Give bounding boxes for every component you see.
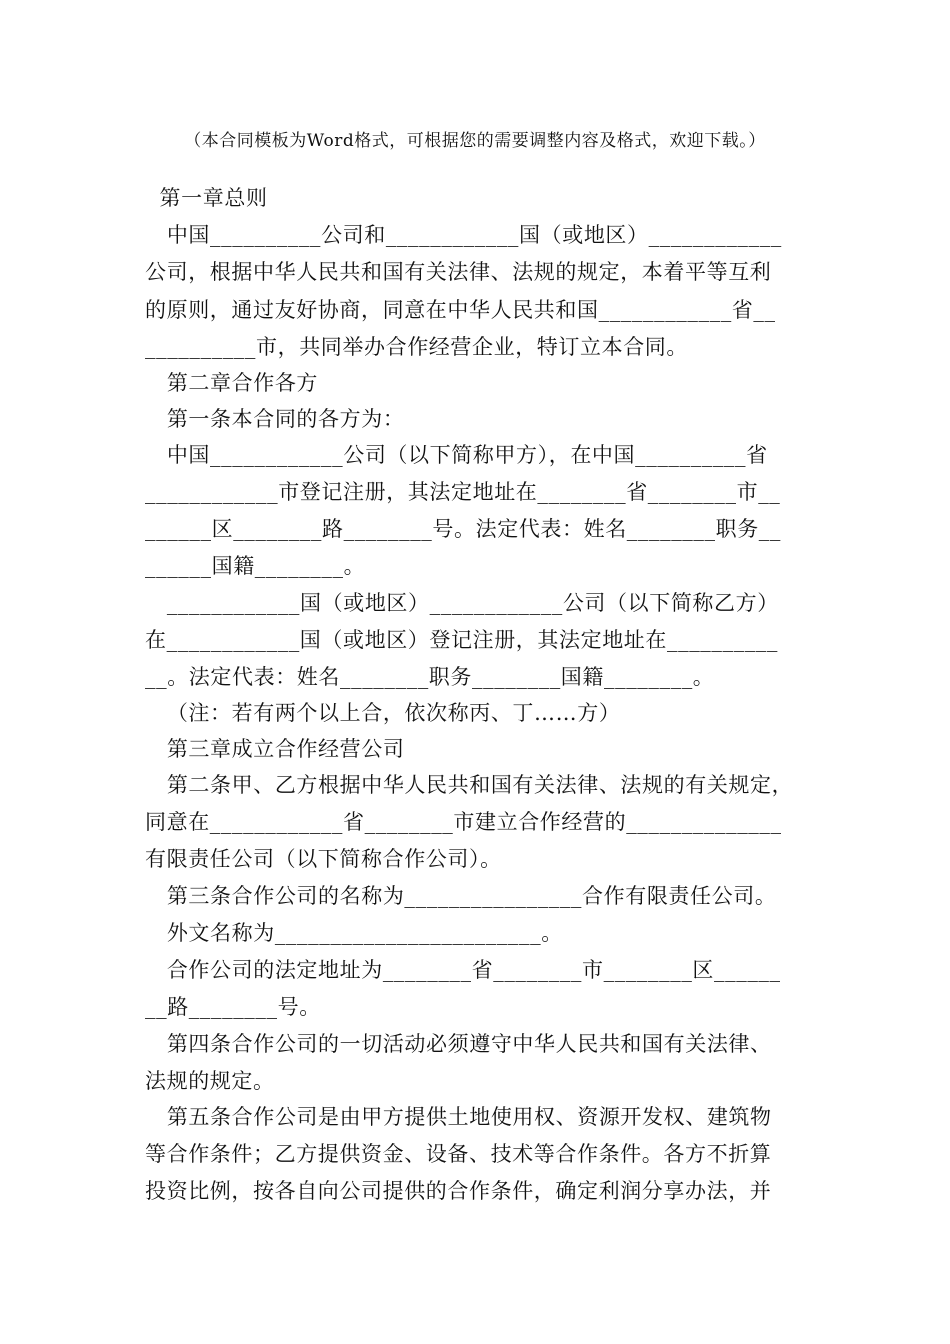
paragraph-line: 中国____________公司（以下简称甲方），在中国__________省	[145, 443, 768, 467]
paragraph-line: 在____________国（或地区）登记注册，其法定地址在__________	[145, 628, 778, 652]
paragraph-line: ____________国（或地区）____________公司（以下简称乙方）	[145, 591, 779, 615]
paragraph-line: 公司，根据中华人民共和国有关法律、法规的规定，本着平等互利	[145, 260, 772, 284]
paragraph-line: 的原则，通过友好协商，同意在中华人民共和国____________省__	[145, 298, 776, 322]
paragraph-line: 外文名称为________________________。	[145, 921, 563, 945]
paragraph-line: 合作公司的法定地址为________省________市________区______	[145, 958, 781, 982]
paragraph-line: 中国__________公司和____________国（或地区）____________	[145, 223, 782, 247]
chapter-heading: 第一章总则	[145, 186, 268, 210]
paragraph-line: 第三条合作公司的名称为________________合作有限责任公司。	[145, 884, 777, 908]
paragraph-line: 第五条合作公司是由甲方提供土地使用权、资源开发权、建筑物	[145, 1105, 772, 1129]
paragraph-line: __路________号。	[145, 995, 321, 1019]
paragraph-line: 等合作条件；乙方提供资金、设备、技术等合作条件。各方不折算	[145, 1142, 772, 1166]
paragraph-line: 投资比例，按各自向公司提供的合作条件，确定利润分享办法，并	[145, 1179, 772, 1203]
paragraph-line: ______区________路________号。法定代表：姓名________职务__	[145, 517, 781, 541]
paragraph-line: 有限责任公司（以下简称合作公司）。	[145, 847, 502, 871]
paragraph-line: __。法定代表：姓名________职务________国籍________。	[145, 665, 715, 689]
template-note: （本合同模板为Word格式，可根据您的需要调整内容及格式，欢迎下载。）	[184, 131, 766, 151]
paragraph-line: ______国籍________。	[145, 554, 366, 578]
paragraph-line: 第四条合作公司的一切活动必须遵守中华人民共和国有关法律、	[145, 1032, 772, 1056]
paragraph-line: （注：若有两个以上合，依次称丙、丁……方）	[145, 701, 621, 725]
paragraph-line: __________市，共同举办合作经营企业，特订立本合同。	[145, 335, 688, 359]
paragraph-line: ____________市登记注册，其法定地址在________省________市__	[145, 480, 781, 504]
chapter-heading: 第三章成立合作经营公司	[145, 737, 405, 761]
paragraph-line: 第二条甲、乙方根据中华人民共和国有关法律、法规的有关规定，	[145, 773, 794, 797]
chapter-heading: 第二章合作各方	[145, 371, 319, 395]
paragraph-line: 同意在____________省________市建立合作经营的______________	[145, 810, 782, 834]
article-heading: 第一条本合同的各方为：	[145, 407, 405, 431]
paragraph-line: 法规的规定。	[145, 1069, 275, 1093]
